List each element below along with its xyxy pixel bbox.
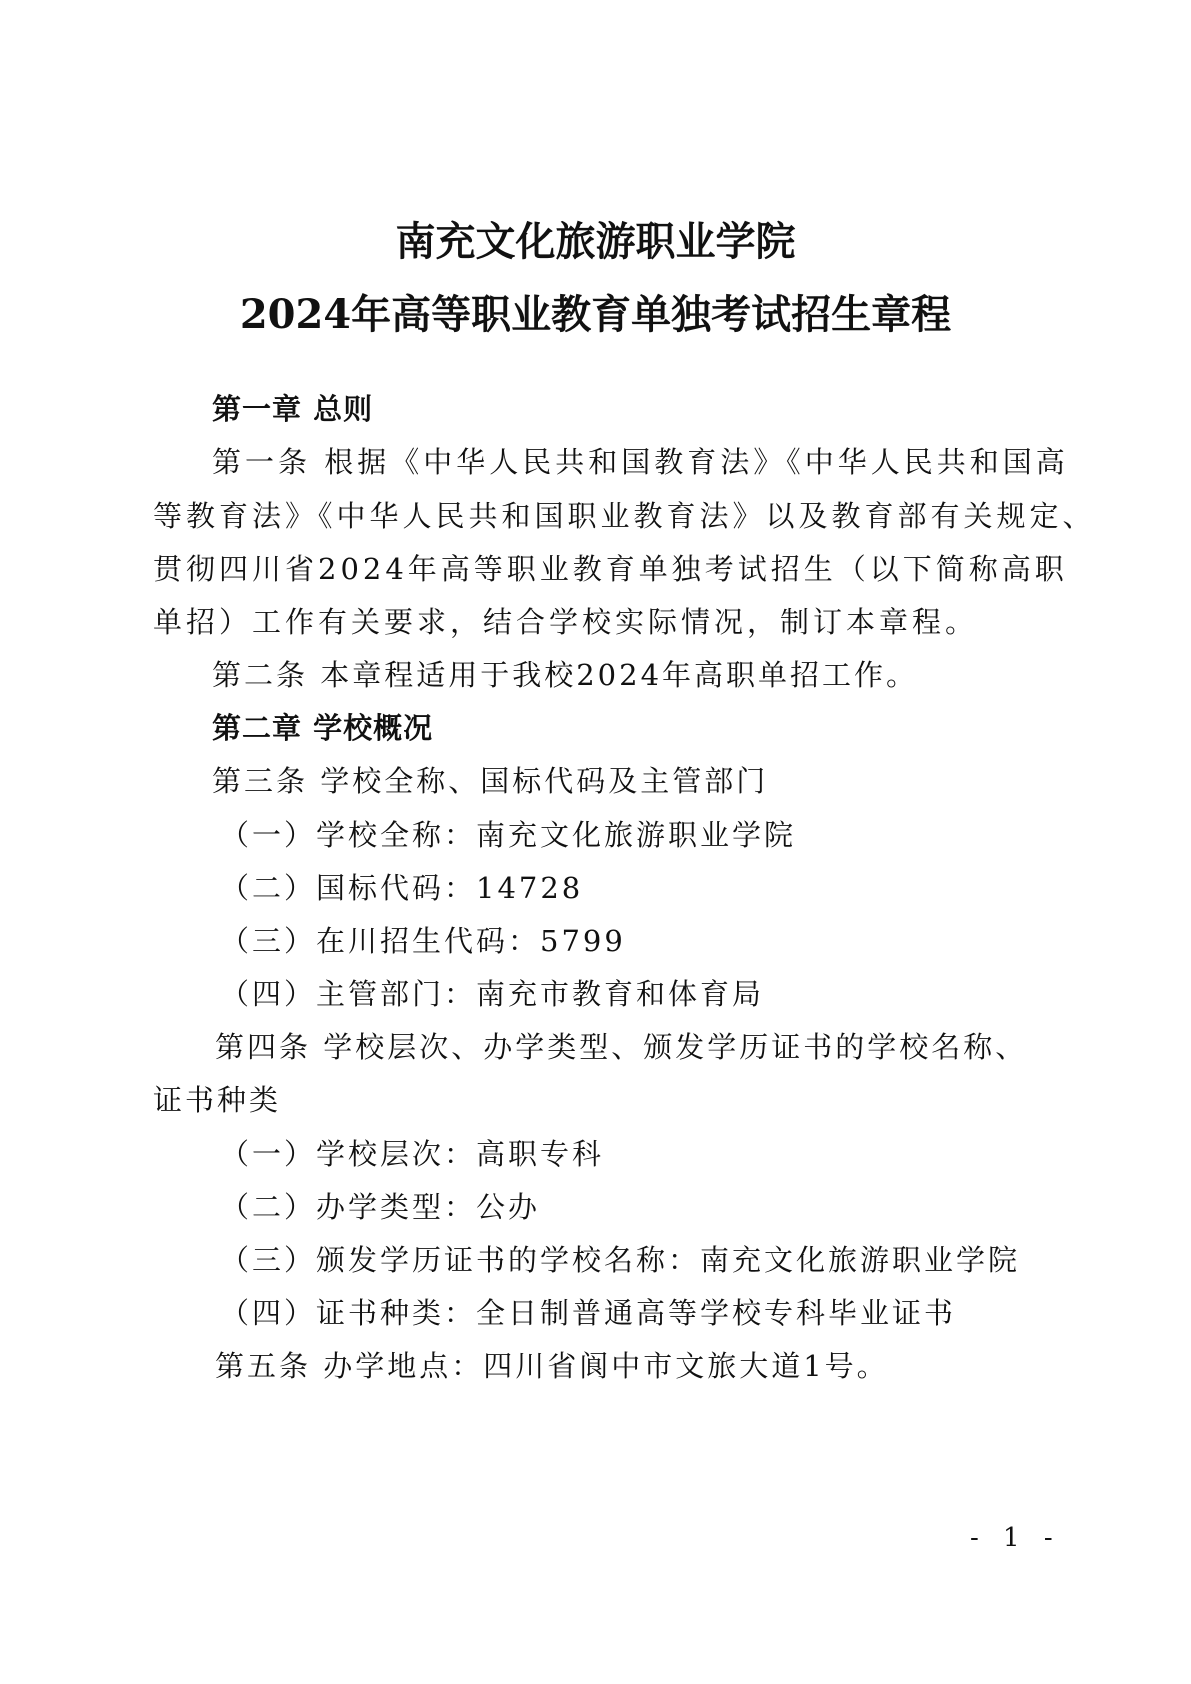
article-1-line-1: 第一条 根据《中华人民共和国教育法》《中华人民共和国高 bbox=[212, 445, 1069, 479]
article-3-item-3: （三）在川招生代码：5799 bbox=[220, 924, 626, 958]
article-1-line-4: 单招）工作有关要求，结合学校实际情况，制订本章程。 bbox=[153, 605, 979, 639]
article-4-line-1: 第四条 学校层次、办学类型、颁发学历证书的学校名称、 bbox=[215, 1030, 1028, 1064]
article-3-item-1: （一）学校全称：南充文化旅游职业学院 bbox=[220, 818, 797, 852]
document-title-line2: 2024年高等职业教育单独考试招生章程 bbox=[239, 291, 952, 338]
article-2: 第二条 本章程适用于我校2024年高职单招工作。 bbox=[212, 658, 919, 692]
article-1-line-2: 等教育法》《中华人民共和国职业教育法》以及教育部有关规定、 bbox=[153, 499, 1096, 533]
article-4-item-4: （四）证书种类：全日制普通高等学校专科毕业证书 bbox=[220, 1296, 957, 1330]
document-title-line1: 南充文化旅游职业学院 bbox=[395, 218, 796, 265]
article-3-item-4: （四）主管部门：南充市教育和体育局 bbox=[220, 977, 765, 1011]
article-4-item-3: （三）颁发学历证书的学校名称：南充文化旅游职业学院 bbox=[220, 1243, 1021, 1277]
article-3: 第三条 学校全称、国标代码及主管部门 bbox=[212, 764, 769, 798]
chapter-heading-1: 第一章 总则 bbox=[212, 392, 374, 426]
article-4-line-2: 证书种类 bbox=[153, 1083, 282, 1117]
article-3-item-2: （二）国标代码：14728 bbox=[220, 871, 584, 905]
page-number: - 1 - bbox=[970, 1523, 1061, 1553]
article-4-item-1: （一）学校层次：高职专科 bbox=[220, 1137, 605, 1171]
article-4-item-2: （二）办学类型：公办 bbox=[220, 1190, 541, 1224]
article-1-line-3: 贯彻四川省2024年高等职业教育单独考试招生（以下简称高职 bbox=[153, 552, 1068, 586]
chapter-heading-2: 第二章 学校概况 bbox=[212, 711, 434, 745]
article-5: 第五条 办学地点：四川省阆中市文旅大道1号。 bbox=[215, 1349, 889, 1383]
